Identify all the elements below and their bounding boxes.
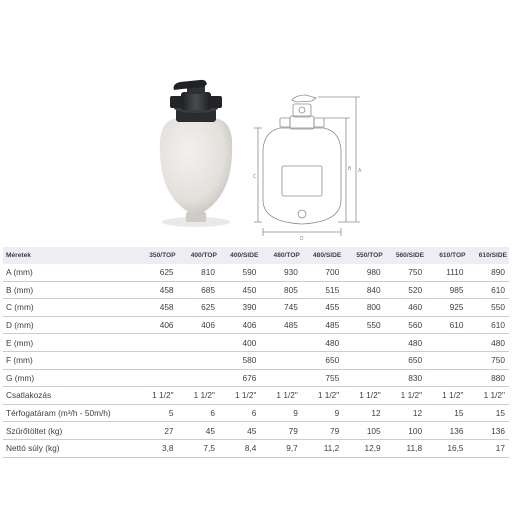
row-label: Nettó súly (kg): [3, 439, 136, 457]
row-label: B (mm): [3, 281, 136, 299]
technical-drawing: [254, 95, 360, 236]
table-cell: 625: [178, 299, 219, 317]
table-cell: 1 1/2": [219, 387, 260, 405]
column-header: 480/SIDE: [313, 252, 342, 259]
table-row: [3, 404, 509, 422]
table-cell: 650: [302, 351, 343, 369]
table-cell: 700: [302, 264, 343, 281]
table-cell: 105: [343, 422, 384, 440]
table-cell: 650: [385, 351, 426, 369]
table-cell: 450: [219, 281, 260, 299]
table-cell: 930: [260, 264, 301, 281]
column-header: 610/SIDE: [478, 252, 507, 259]
table-cell: 745: [260, 299, 301, 317]
table-row: [3, 316, 509, 334]
table-cell: 5: [136, 404, 177, 422]
filter-photo: [160, 80, 232, 227]
table-cell: 6: [219, 404, 260, 422]
table-cell: 12,9: [343, 439, 384, 457]
table-cell: 1 1/2": [302, 387, 343, 405]
table-cell: [260, 351, 301, 369]
row-label: C (mm): [3, 299, 136, 317]
dimensions-table-container: [3, 247, 509, 458]
table-cell: 12: [385, 404, 426, 422]
table-cell: [426, 369, 467, 387]
dim-label-b: B: [348, 166, 352, 172]
table-cell: 79: [260, 422, 301, 440]
table-cell: 15: [468, 404, 510, 422]
table-cell: 515: [302, 281, 343, 299]
table-cell: 11,8: [385, 439, 426, 457]
row-label: F (mm): [3, 351, 136, 369]
table-cell: 610: [468, 281, 510, 299]
table-cell: 406: [136, 316, 177, 334]
table-cell: 455: [302, 299, 343, 317]
table-cell: 27: [136, 422, 177, 440]
table-cell: 925: [426, 299, 467, 317]
table-cell: 6: [178, 404, 219, 422]
row-label: E (mm): [3, 334, 136, 352]
table-cell: 750: [468, 351, 510, 369]
product-illustration: [0, 0, 512, 245]
table-cell: 16,5: [426, 439, 467, 457]
valve-body: [181, 92, 211, 110]
table-cell: [260, 369, 301, 387]
table-row: [3, 299, 509, 317]
table-cell: 480: [468, 334, 510, 352]
table-cell: 1 1/2": [343, 387, 384, 405]
dimensions-table: [3, 247, 509, 458]
table-cell: 750: [385, 264, 426, 281]
table-row: [3, 351, 509, 369]
table-row: [3, 422, 509, 440]
table-cell: 1110: [426, 264, 467, 281]
table-cell: 9,7: [260, 439, 301, 457]
table-cell: [260, 334, 301, 352]
column-header: 400/SIDE: [230, 252, 259, 259]
table-cell: 676: [219, 369, 260, 387]
column-header: 400/TOP: [190, 252, 217, 259]
table-cell: 45: [178, 422, 219, 440]
dim-label-a: A: [358, 168, 362, 174]
table-cell: 610: [426, 316, 467, 334]
table-cell: 11,2: [302, 439, 343, 457]
tank-body: [160, 118, 232, 216]
table-cell: 480: [385, 334, 426, 352]
column-header: 610/TOP: [439, 252, 466, 259]
table-row: [3, 369, 509, 387]
column-header-label: Méretek: [6, 252, 31, 259]
table-body: [3, 264, 509, 457]
column-header: 480/TOP: [273, 252, 300, 259]
table-cell: [178, 369, 219, 387]
table-cell: 800: [343, 299, 384, 317]
table-cell: 520: [385, 281, 426, 299]
table-row: [3, 439, 509, 457]
column-header: 550/TOP: [356, 252, 383, 259]
table-cell: 830: [385, 369, 426, 387]
table-cell: 136: [468, 422, 510, 440]
table-cell: 406: [219, 316, 260, 334]
table-cell: 805: [260, 281, 301, 299]
table-cell: [426, 334, 467, 352]
table-cell: [136, 334, 177, 352]
table-cell: 400: [219, 334, 260, 352]
table-cell: 840: [343, 281, 384, 299]
table-cell: 45: [219, 422, 260, 440]
table-cell: 550: [343, 316, 384, 334]
table-cell: 610: [468, 316, 510, 334]
table-cell: 485: [260, 316, 301, 334]
table-cell: [343, 334, 384, 352]
table-cell: 1 1/2": [426, 387, 467, 405]
table-cell: 810: [178, 264, 219, 281]
table-cell: 17: [468, 439, 510, 457]
table-cell: 9: [302, 404, 343, 422]
column-header: 350/TOP: [149, 252, 176, 259]
table-cell: 625: [136, 264, 177, 281]
table-cell: 1 1/2": [136, 387, 177, 405]
table-cell: 1 1/2": [178, 387, 219, 405]
table-cell: 406: [178, 316, 219, 334]
table-cell: 685: [178, 281, 219, 299]
table-cell: 3,8: [136, 439, 177, 457]
table-cell: 890: [468, 264, 510, 281]
table-cell: 458: [136, 281, 177, 299]
table-cell: 7,5: [178, 439, 219, 457]
table-cell: 550: [468, 299, 510, 317]
table-cell: [136, 351, 177, 369]
table-cell: 485: [302, 316, 343, 334]
product-figure: [0, 0, 512, 245]
table-cell: 1 1/2": [385, 387, 426, 405]
table-row: [3, 334, 509, 352]
table-cell: 980: [343, 264, 384, 281]
table-cell: 8,4: [219, 439, 260, 457]
table-cell: 560: [385, 316, 426, 334]
table-cell: [136, 369, 177, 387]
table-cell: [178, 351, 219, 369]
table-row: [3, 387, 509, 405]
table-cell: [343, 351, 384, 369]
dim-label-d: D: [300, 236, 304, 242]
table-cell: 458: [136, 299, 177, 317]
table-cell: 1 1/2": [468, 387, 510, 405]
table-cell: 136: [426, 422, 467, 440]
table-cell: 390: [219, 299, 260, 317]
table-cell: [343, 369, 384, 387]
table-cell: 880: [468, 369, 510, 387]
table-cell: [178, 334, 219, 352]
table-cell: 580: [219, 351, 260, 369]
table-cell: 100: [385, 422, 426, 440]
dim-label-c: C: [253, 174, 257, 180]
table-cell: 985: [426, 281, 467, 299]
row-label: Szűrőtöltet (kg): [3, 422, 136, 440]
row-label: A (mm): [3, 264, 136, 281]
table-row: [3, 264, 509, 281]
table-cell: 590: [219, 264, 260, 281]
table-cell: 15: [426, 404, 467, 422]
table-cell: 1 1/2": [260, 387, 301, 405]
table-cell: 12: [343, 404, 384, 422]
row-label: Csatlakozás: [3, 387, 136, 405]
table-cell: 460: [385, 299, 426, 317]
table-header-row: [3, 247, 509, 264]
table-cell: 79: [302, 422, 343, 440]
table-row: [3, 281, 509, 299]
table-cell: [426, 351, 467, 369]
column-header: 560/SIDE: [395, 252, 425, 259]
row-label: Térfogatáram (m³/h - 50m/h): [3, 404, 136, 422]
row-label: G (mm): [3, 369, 136, 387]
table-cell: 480: [302, 334, 343, 352]
table-cell: 9: [260, 404, 301, 422]
row-label: D (mm): [3, 316, 136, 334]
table-cell: 755: [302, 369, 343, 387]
